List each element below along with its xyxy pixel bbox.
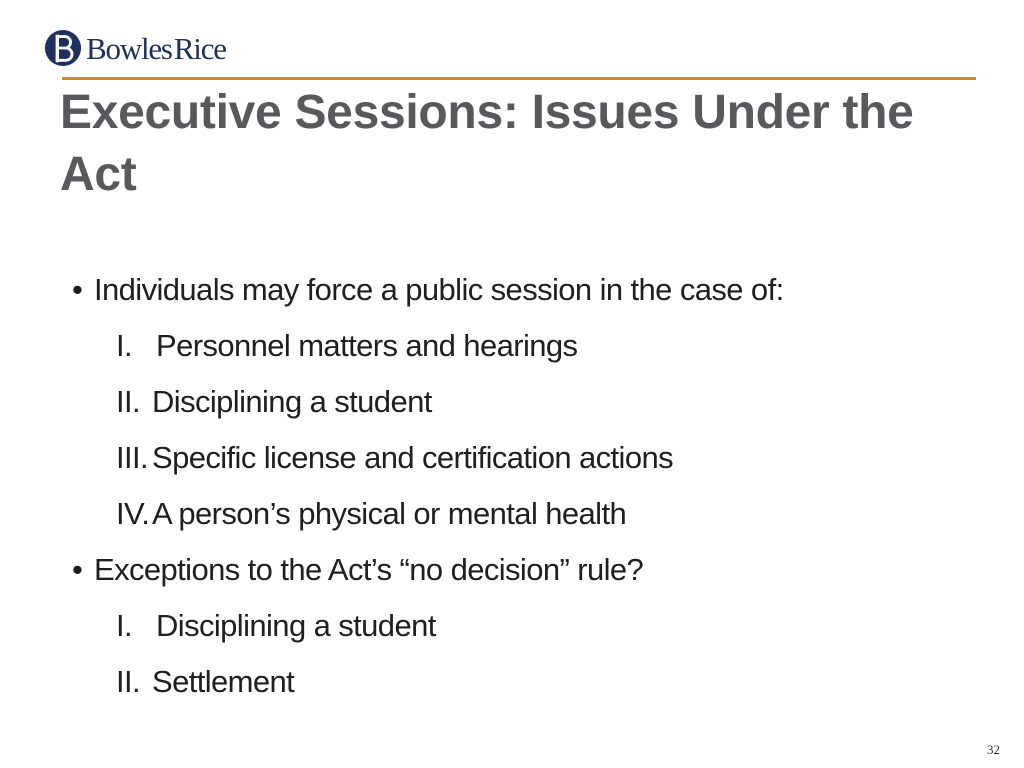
bullet-icon: • [72, 272, 83, 307]
bowles-rice-b-icon [44, 29, 82, 67]
sub-item-text: Disciplining a student [156, 608, 436, 643]
sub-item [72, 486, 972, 542]
bullet-item [72, 262, 972, 318]
sub-item-text: Disciplining a student [152, 384, 432, 419]
header-divider [62, 77, 976, 80]
sub-item [72, 430, 972, 486]
bullet-icon: • [72, 552, 83, 587]
logo-word-bowles: Bowles [86, 30, 172, 66]
bullet-text: Exceptions to the Act’s “no decision” rule? [94, 552, 644, 587]
bullet-item [72, 542, 972, 598]
sub-item-number: III. [116, 440, 149, 475]
bullet-text: Individuals may force a public session in the case of: [94, 272, 784, 307]
sub-item-number: I. [116, 608, 133, 643]
sub-item-number: II. [116, 384, 141, 419]
logo-word-rice: Rice [173, 30, 226, 66]
sub-item-text: Settlement [152, 664, 295, 699]
sub-item-number: I. [116, 328, 133, 363]
sub-item-text: Specific license and certification actions [152, 440, 674, 475]
sub-item [72, 318, 972, 374]
sub-item-text: Personnel matters and hearings [156, 328, 578, 363]
slide-content [72, 262, 972, 710]
sub-item-text: A person’s physical or mental health [152, 496, 627, 531]
sub-item-number: II. [116, 664, 141, 699]
sub-item-number: IV. [116, 496, 150, 531]
logo-wordmark [86, 30, 226, 66]
sub-item [72, 374, 972, 430]
slide-title: Executive Sessions: Issues Under the Act [60, 86, 914, 201]
sub-item [72, 598, 972, 654]
page-number: 32 [987, 742, 1000, 757]
bowles-rice-logo [44, 26, 226, 70]
sub-item [72, 654, 972, 710]
